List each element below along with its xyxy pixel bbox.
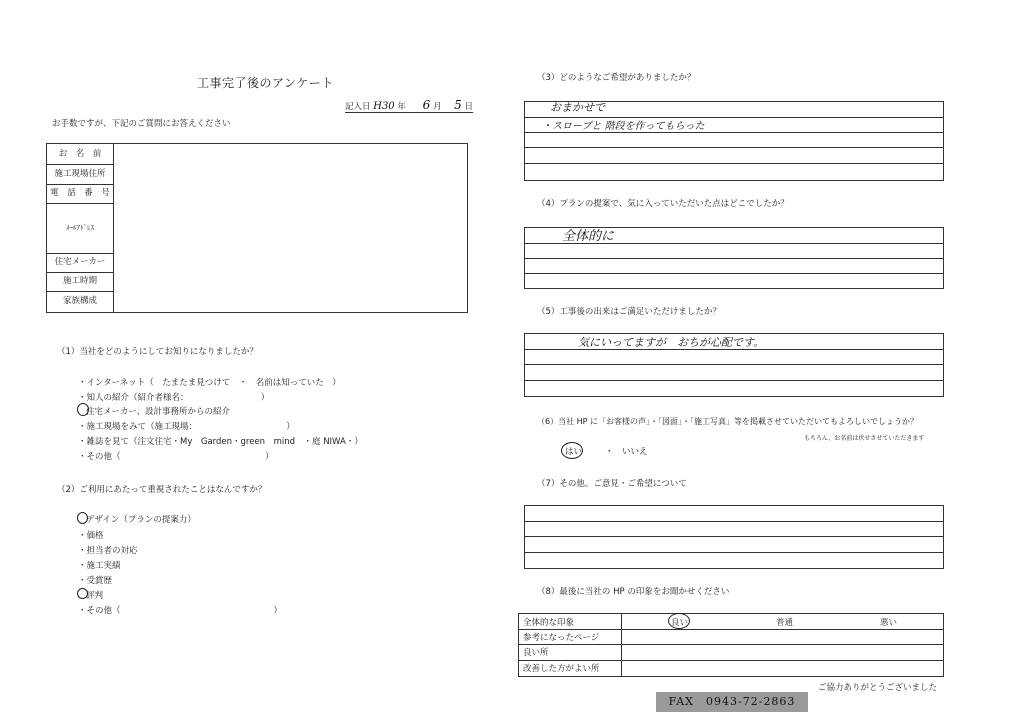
q8-row-good-points: 良い所	[523, 648, 549, 658]
q8-row-improve: 改善した方がよい所	[523, 664, 600, 674]
date-month: 6	[422, 98, 431, 112]
q2-question: （2）ご利用にあたって重視されたことはなんですか？	[57, 485, 267, 495]
q6-no: いいえ	[622, 447, 648, 457]
q1-question: （1）当社をどのようにしてお知りになりましたか？	[57, 347, 258, 357]
q8-overall-good: 良い	[671, 618, 689, 628]
q4-question: （4）プランの提案で、気に入っていただいた点はどこでしたか？	[537, 199, 789, 209]
thanks-text: ご協力ありがとうございました	[818, 683, 938, 693]
q8-overall-normal: 普通	[776, 618, 794, 628]
q2-option-staff: ・担当者の対応	[78, 546, 138, 556]
info-divider	[113, 144, 114, 312]
info-row-email: ﾒｰﾙｱﾄﾞﾚｽ	[47, 203, 113, 254]
q1-option-site: ・施工現場をみて（施工現場： ）	[78, 422, 295, 432]
q1-option-maker: 住宅メーカー、設計事務所からの紹介	[86, 407, 230, 417]
q8-row-useful-page: 参考になったページ	[523, 633, 600, 643]
q6-yes: はい	[565, 447, 583, 457]
q1-option-referral: ・知人の紹介（紹介者様名： ）	[78, 393, 270, 403]
date-field	[345, 98, 473, 113]
q7-answer-box	[524, 505, 944, 569]
info-row-maker: 住宅メーカー	[47, 253, 113, 273]
q6-question: （6）当社 HP に「お客様の声」・「図面」・「施工写真」等を掲載させていただいてもよろしいでしょうか？	[537, 417, 919, 426]
q2-option-price: ・価格	[78, 531, 104, 541]
info-row-period: 施工時期	[47, 272, 113, 292]
q2-option-record: ・施工実績	[78, 561, 121, 571]
q2-option-reputation: 評判	[86, 591, 104, 601]
info-row-family: 家族構成	[62, 296, 97, 306]
date-day-label: 日	[464, 102, 474, 112]
q2-option-other: ・その他（ ）	[78, 606, 283, 616]
q3-answer-line-1: おまかせで	[550, 101, 605, 114]
intro-text: お手数ですが、下記のご質問にお答えください	[52, 119, 231, 129]
q6-note: もちろん、お名前は伏せさせていただきます	[804, 435, 925, 442]
info-table	[46, 143, 468, 313]
info-row-phone: 電 話 番 号	[47, 184, 113, 204]
date-label: 記入日	[345, 102, 371, 112]
info-row-name: お 名 前	[47, 144, 113, 165]
q4-answer: 全体的に	[562, 229, 615, 244]
q6-separator: ・	[605, 447, 614, 457]
info-row-address: 施工現場住所	[47, 164, 113, 185]
q1-option-magazine: ・雑誌を見て（注文住宅・My Garden・green mind ・庭 NIWA・）	[78, 437, 363, 447]
q3-question: （3）どのようなご希望がありましたか？	[537, 73, 696, 83]
date-day: 5	[454, 98, 462, 112]
q7-question: （7）その他。ご意見・ご希望について	[537, 479, 687, 489]
q1-option-other: ・その他（ ）	[78, 452, 274, 462]
page-title: 工事完了後のアンケート	[197, 76, 334, 90]
q2-option-design: デザイン（プランの提案力）	[86, 515, 196, 525]
q3-answer-line-2: ・スロープと 階段を作ってもらった	[542, 121, 705, 132]
q5-question: （5）工事後の出来はご満足いただけましたか？	[537, 307, 721, 317]
date-month-label: 月	[432, 102, 442, 112]
q2-option-awards: ・受賞歴	[78, 576, 113, 586]
q5-answer: 気にいってますが おちが心配です。	[578, 336, 765, 349]
fax-number: FAX 0943-72-2863	[656, 692, 808, 712]
q8-row-overall: 全体的な印象	[523, 618, 575, 628]
date-year-label: 年	[397, 102, 406, 112]
q1-option-internet: ・インターネット（ たまたま見つけて ・ 名前は知っていた ）	[78, 378, 341, 388]
q8-overall-bad: 悪い	[880, 618, 898, 628]
q8-question: （8）最後に当社の HP の印象をお聞かせください	[537, 587, 730, 597]
date-era: H30	[373, 101, 395, 112]
